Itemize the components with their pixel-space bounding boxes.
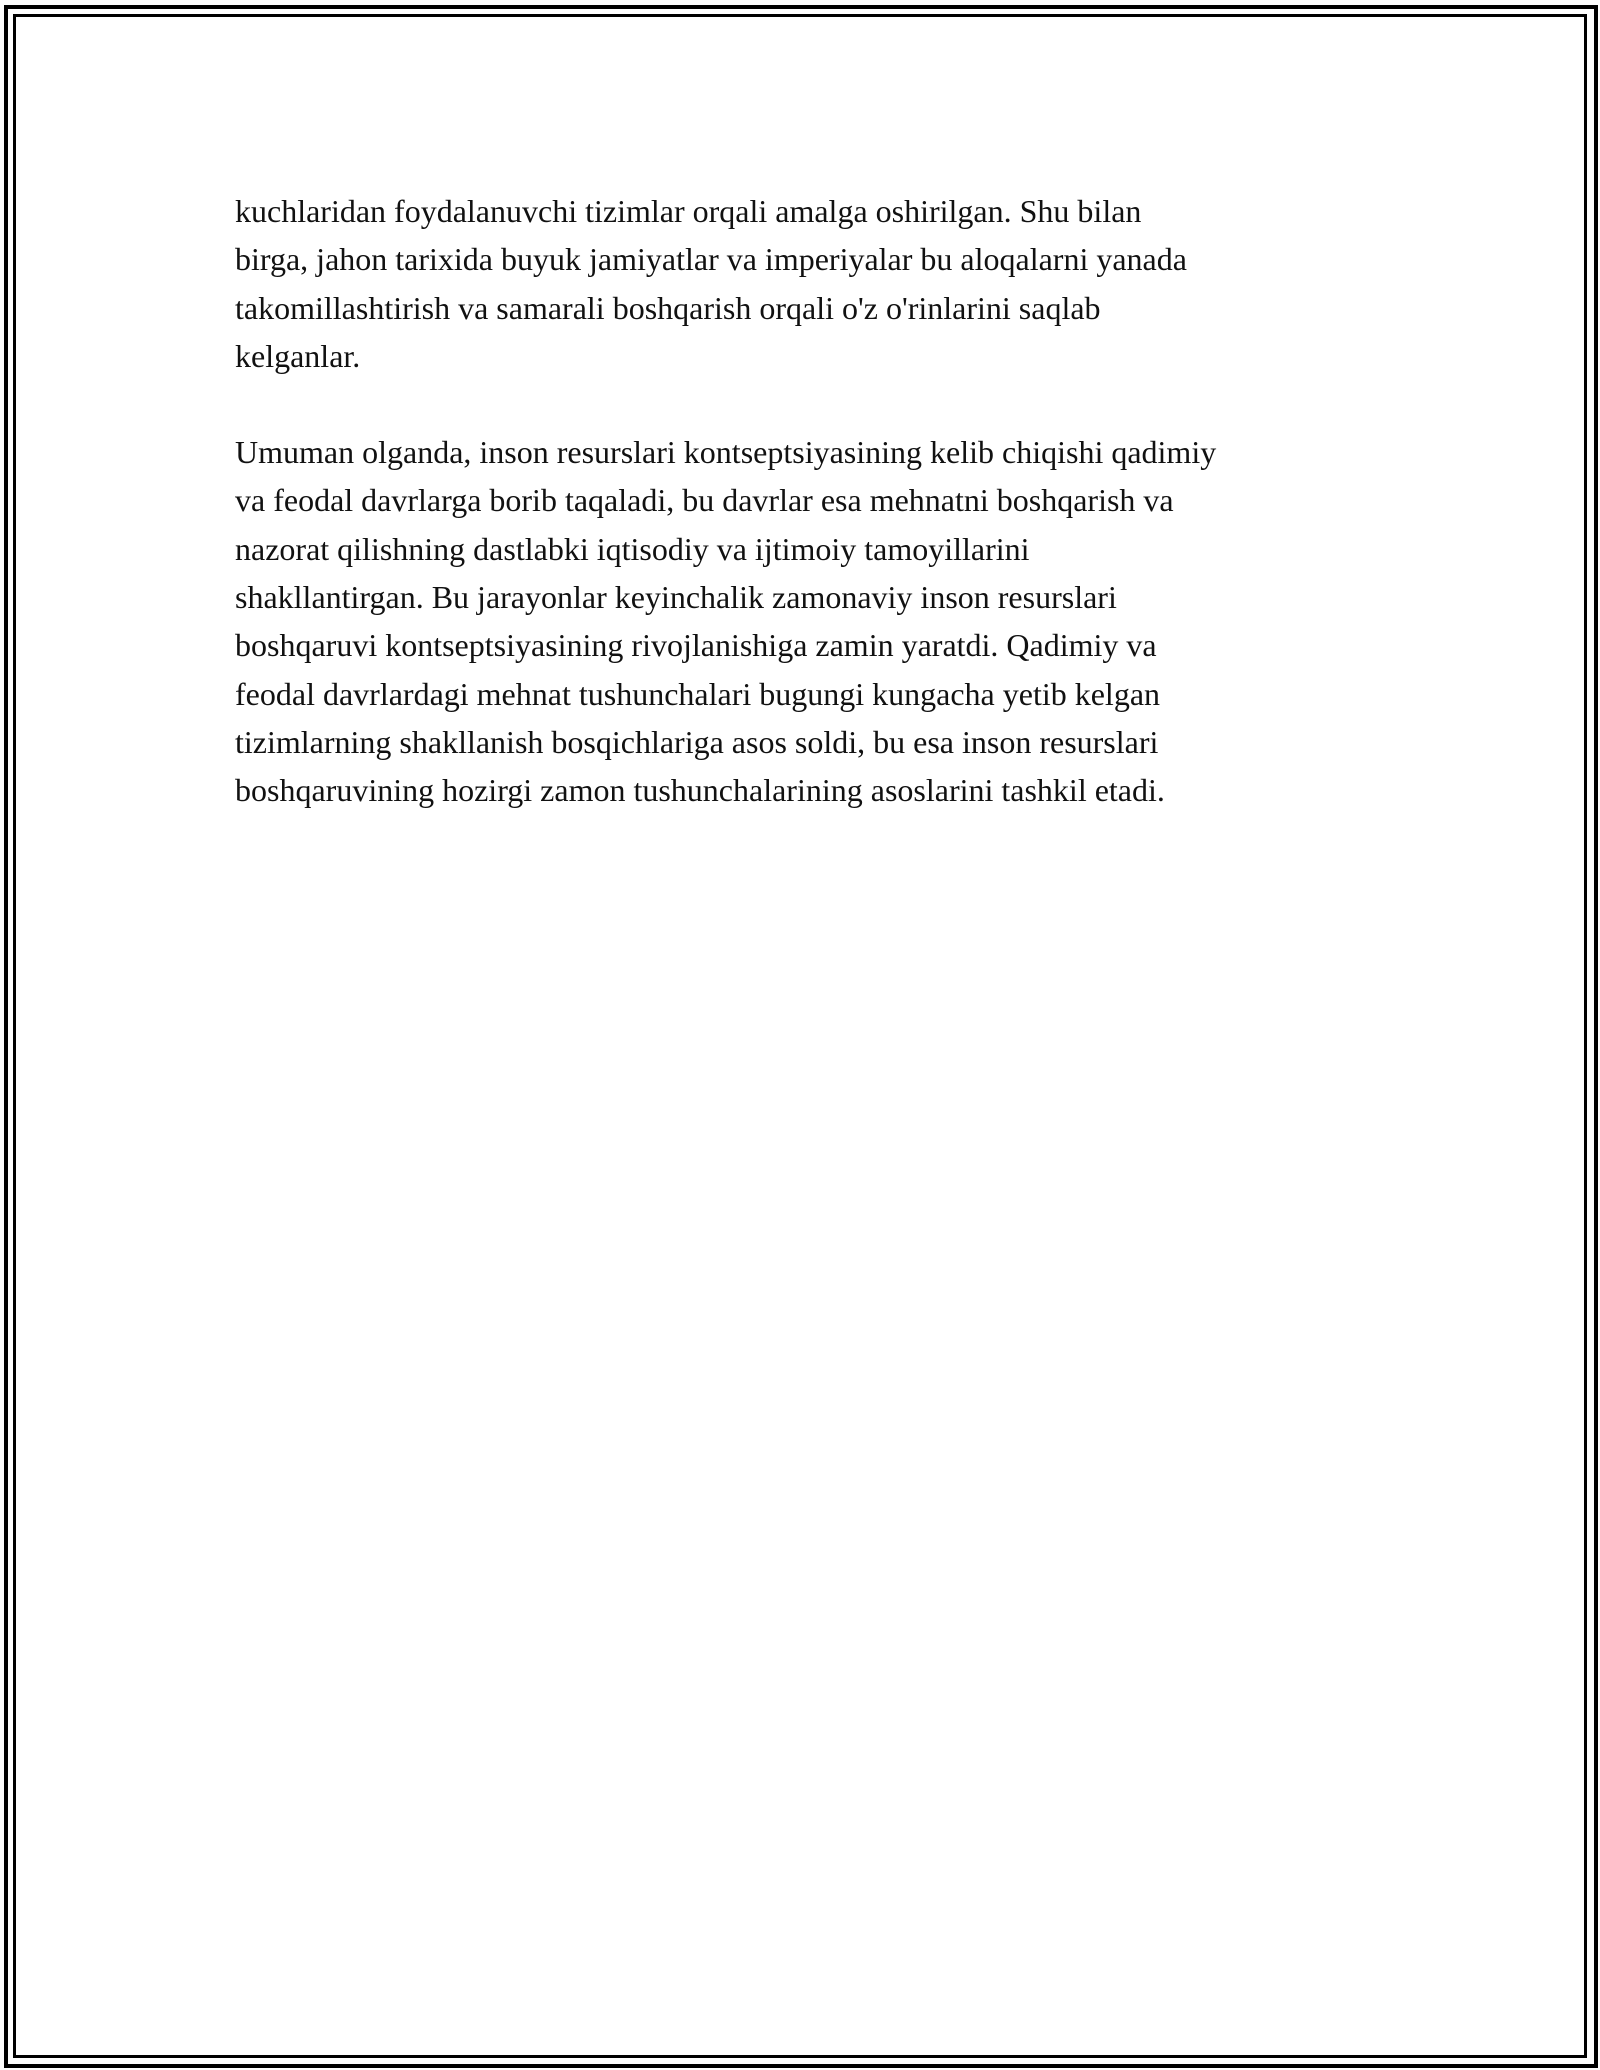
text-line: boshqaruvi kontseptsiyasining rivojlanishiga zamin yaratdi. Qadimiy va bbox=[235, 627, 1157, 664]
text-line: va feodal davrlarga borib taqaladi, bu davrlar esa mehnatni boshqarish va bbox=[235, 482, 1174, 519]
paragraph-1 bbox=[235, 187, 1385, 380]
text-line: tizimlarning shakllanish bosqichlariga asos soldi, bu esa inson resurslari bbox=[235, 723, 1159, 760]
paragraph-2 bbox=[235, 428, 1385, 814]
text-line: feodal davrlardagi mehnat tushunchalari bugungi kungacha yetib kelgan bbox=[235, 675, 1161, 712]
document-body bbox=[235, 187, 1385, 815]
text-line: kelganlar. bbox=[235, 337, 361, 374]
text-line: Umuman olganda, inson resurslari kontseptsiyasining kelib chiqishi qadimiy bbox=[235, 434, 1217, 471]
text-line: takomillashtirish va samarali boshqarish orqali o'z o'rinlarini saqlab bbox=[235, 289, 1101, 326]
text-line: boshqaruvining hozirgi zamon tushunchalarining asoslarini tashkil etadi. bbox=[235, 772, 1165, 809]
text-line: shakllantirgan. Bu jarayonlar keyinchalik zamonaviy inson resurslari bbox=[235, 579, 1117, 616]
text-line: nazorat qilishning dastlabki iqtisodiy va ijtimoiy tamoyillarini bbox=[235, 530, 1030, 567]
text-line: birga, jahon tarixida buyuk jamiyatlar va imperiyalar bu aloqalarni yanada bbox=[235, 241, 1187, 278]
text-line: kuchlaridan foydalanuvchi tizimlar orqali amalga oshirilgan. Shu bilan bbox=[235, 193, 1142, 229]
